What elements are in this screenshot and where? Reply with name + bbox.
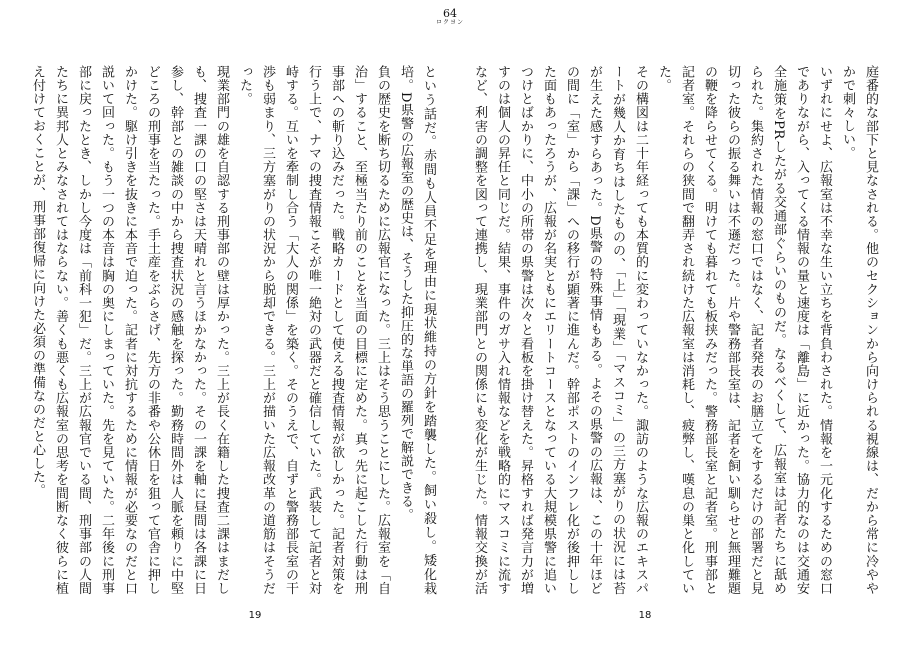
left-paragraph: 現業部門の雄を自認する刑事部の壁は厚かった。三上が長く在籍した捜査二課はまだしも、捜査一課の口の堅さは天晴れと言うほかなかった。その一課を軸に昼間は各課に日参し、幹部との雑談の中から捜査状況の感触を探った。勤務時間外は人脈を頼りに中堅どころの刑事を当たった。手土産をぶらさげ、先方の非番や公休日を狙って官舎に押しかけた。駆け引きを抜きに本音で迫った。記者に対抗するために情報が必要なのだと口説いて回った。もう一つの本音は胸の奥にしまっていた。先を見ていた。二年後に刑事部に戻ったとき、しかし今度は「前科一犯」だ。三上が広報官でいる間、刑事部の人間たちに異邦人とみなされてはならない。善くも悪くも広報室の思考を間断なく彼らに植え付けておくことが、刑事部復帰に向けた必須の準備なのだと心した。: [30, 65, 229, 595]
left-page-number: 19: [248, 610, 262, 621]
right-paragraph: いずれにせよ、広報室は不幸な生い立ちを背負わされた。情報を一元化するための窓口でありながら、入ってくる情報の量と速度は「離島」に近かった。協力的なのは交通安全施策をPRしたがる交通部ぐらいのものだ。なるべくして、広報室は記者たちに舐められた。集約された情報の窓口ではなく、記者発表のお膳立てをするだけの部署だと見切った彼らの振る舞いは不遜だった。片や警務部長室は、記者を飼い馴らせと無理難題の鞭を降らせてくる。明けても暮れても板挟みだった。警務部長室と記者室。刑事部と記者室。それらの狭間で翻弄され続けた広報室は消耗し、疲弊し、嘆息の巣と化していた。: [656, 65, 832, 595]
right-paragraph: その構図は二十年経っても本質的に変わっていなかった。諏訪のような広報のエキスパートが幾人か育ちはしたものの、「上」「現業」「マスコミ」の三方塞がりの状況には苔が生えた感すらあった。D県警の特殊事情もある。よその県警の広報は、この十年ほどの間に「室」から「課」への移行が顕著に進んだ。幹部ポストのインフレ化が後押しした面もあったろうが、広報が名実ともにエリートコースとなっている大規模県警に追いつけとばかりに、中小の所帯の県警は次々と看板を掛け替えた。昇格すれば発言力が増すのは個人の昇任と同じだ。結果、事件のガサ入れ情報などを戦略的にマスコミに流すなど、利害の調整を図って連携し、現業部門との関係にも変化が生じた。情報交換が活: [472, 65, 648, 595]
left-paragraph: 負の歴史を断ち切るために広報官になった。三上はそう思うことにした。広報室を「自治」すること、至極当たり前のことを当面の目標に定めた。真っ先に起こした行動は刑事部への斬り込みだった。戦略カードとして使える捜査情報が欲しかった。記者対策を行う上で、ナマの捜査情報こそが唯一絶対の武器だと確信していた。武装して記者と対峙する。互いを牽制し合う「大人の関係」を築く。そのうえで、自ずと警務部長室の干渉も弱まり、三方塞がりの状況から脱却できる。三上が描いた広報改革の道筋はそうだった。: [237, 65, 390, 595]
right-page-number: 18: [638, 610, 652, 621]
right-page-text: [472, 65, 882, 595]
left-page-text: [30, 65, 440, 595]
running-header-brand: ロクヨン: [435, 19, 464, 26]
right-page: [472, 65, 882, 595]
right-paragraph: 庭番的な部下と見なされる。他のセクションから向けられる視線は、だから常に冷ややかで刺々しい。: [840, 65, 878, 595]
left-page: [30, 65, 440, 595]
running-header-title: 64: [443, 7, 457, 20]
left-paragraph: という話だ。赤間も人員不足を理由に現状維持の方針を踏襲した。飼い殺し。矮化栽培。D県警の広報室の歴史は、そうした抑圧的な単語の羅列で解説できる。: [398, 65, 436, 595]
